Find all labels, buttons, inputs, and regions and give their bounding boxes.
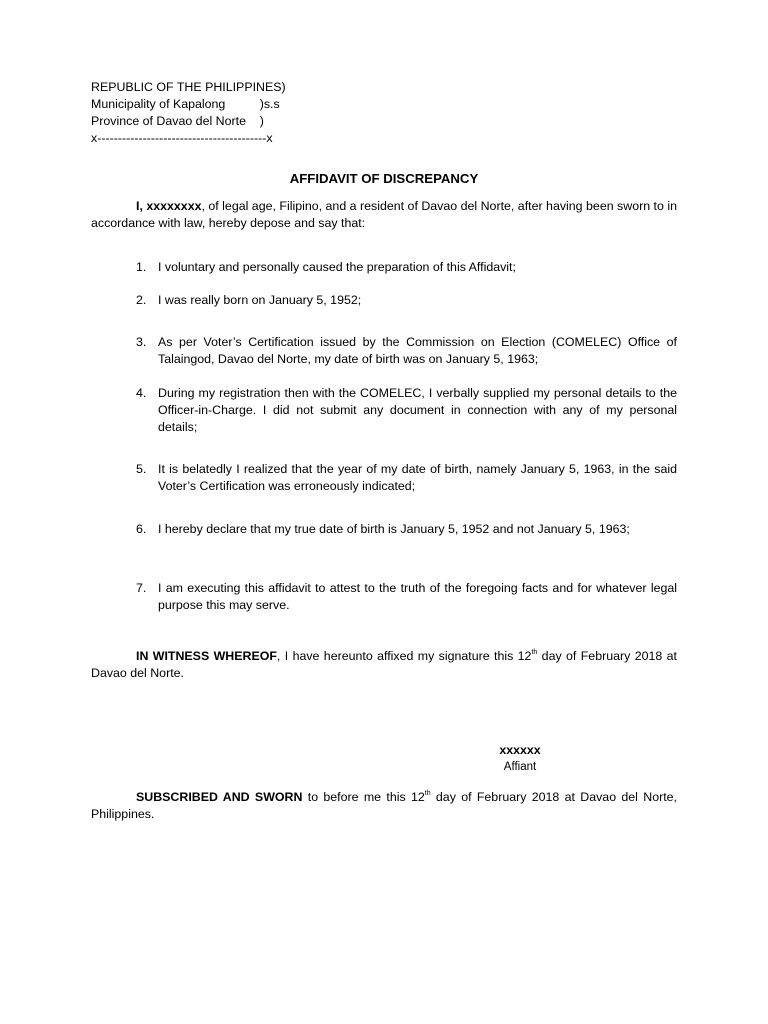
list-item-number: 1. <box>136 260 147 274</box>
intro-text: , of legal age, Filipino, and a resident of Davao del Norte, after having been sworn to in accordance with law, hereby depose and say that: <box>91 199 677 230</box>
list-item <box>136 580 677 614</box>
list-item-number: 4. <box>136 386 147 400</box>
list-item-text: During my registration then with the COMELEC, I verbally supplied my personal details to the Officer-in-Charge. I did not submit any document in connection with any of my personal details; <box>158 386 677 434</box>
sworn-text-2: day of February 2018 at Davao del Norte, Philippines. <box>91 790 677 821</box>
list-item-text: I voluntary and personally caused the preparation of this Affidavit; <box>158 260 516 274</box>
sworn-text-1: to before me this 12 <box>302 790 425 804</box>
sworn-heading: SUBSCRIBED AND SWORN <box>136 790 303 804</box>
affiant-name-intro: I, xxxxxxxx <box>136 199 202 213</box>
list-item <box>136 461 677 495</box>
list-item-number: 7. <box>136 581 147 595</box>
signature-block <box>470 742 570 776</box>
witness-text-1: , I have hereunto affixed my signature this 12 <box>276 649 532 663</box>
list-item-number: 6. <box>136 522 147 536</box>
witness-paragraph <box>91 648 677 682</box>
caption-municipality: Municipality of Kapalong )s.s <box>91 97 280 111</box>
document-caption <box>91 79 351 147</box>
sworn-ordinal: th <box>424 789 431 797</box>
caption-divider: x-----------------------------------------x <box>91 131 273 145</box>
witness-ordinal: th <box>531 648 538 656</box>
list-item-text: I was really born on January 5, 1952; <box>158 293 362 307</box>
list-item <box>136 334 677 368</box>
list-item-number: 5. <box>136 462 147 476</box>
list-item <box>136 259 677 276</box>
caption-province: Province of Davao del Norte ) <box>91 114 264 128</box>
list-item <box>136 385 677 436</box>
witness-heading: IN WITNESS WHEREOF <box>136 649 277 663</box>
list-item-text: I hereby declare that my true date of birth is January 5, 1952 and not January 5, 1963; <box>158 522 630 536</box>
list-item-number: 3. <box>136 335 147 349</box>
affiant-signature-name: xxxxxx <box>499 743 541 757</box>
sworn-paragraph <box>91 789 677 823</box>
intro-paragraph <box>91 198 677 232</box>
witness-text-2: day of February 2018 at Davao del Norte. <box>91 649 677 680</box>
affiant-label: Affiant <box>503 761 537 773</box>
list-item-text: I am executing this affidavit to attest to the truth of the foregoing facts and for whatever legal purpose this may serve. <box>158 581 677 612</box>
document-title: AFFIDAVIT OF DISCREPANCY <box>289 171 479 186</box>
list-item <box>136 521 677 538</box>
list-item-text: As per Voter’s Certification issued by the Commission on Election (COMELEC) Office of Talaingod, Davao del Norte, my date of birth was on January 5, 1963; <box>158 335 677 366</box>
list-item-number: 2. <box>136 293 147 307</box>
list-item-text: It is belatedly I realized that the year of my date of birth, namely January 5, 1963, in the said Voter’s Certification was erroneously indicated; <box>158 462 677 493</box>
list-item <box>136 292 677 309</box>
caption-republic: REPUBLIC OF THE PHILIPPINES) <box>91 80 286 94</box>
